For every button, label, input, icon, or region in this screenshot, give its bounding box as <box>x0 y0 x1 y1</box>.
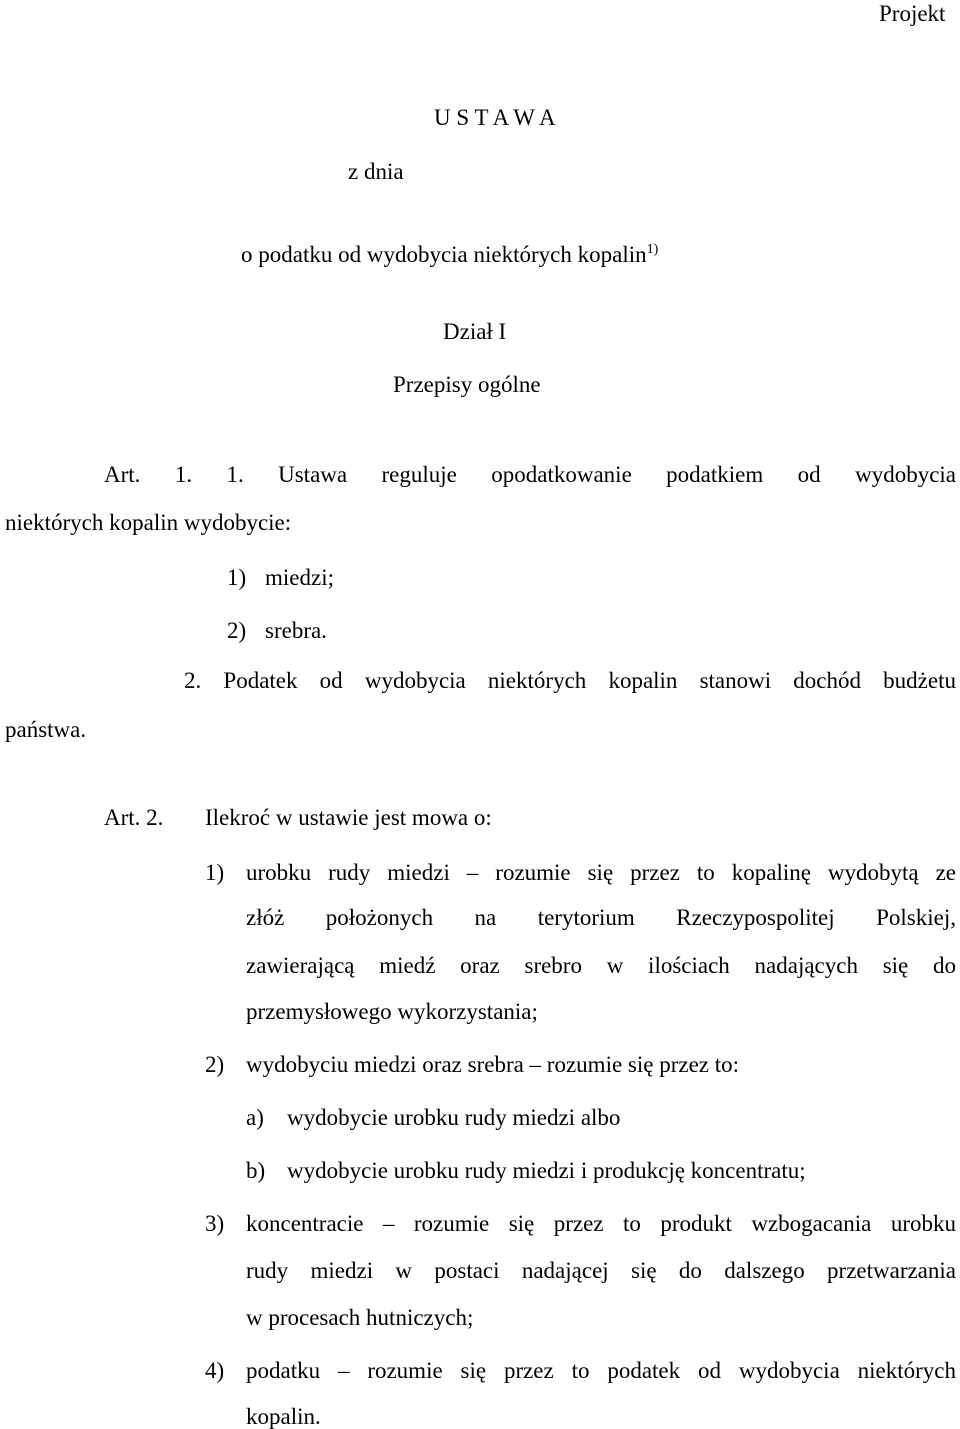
definition-number: 2) <box>205 1052 225 1077</box>
definition-line: urobku rudy miedzi – rozumie się przez to kopalinę wydobytą ze <box>246 860 956 885</box>
act-subject <box>241 243 658 266</box>
art1-par2-line2: państwa. <box>5 717 87 742</box>
art1-item-number: 1) <box>227 565 247 590</box>
definition-line: zawierającą miedź oraz srebro w ilościach nadających się do <box>246 953 956 978</box>
definition-line: w procesach hutniczych; <box>246 1305 474 1330</box>
definition-number: 3) <box>205 1211 225 1236</box>
definition-line: rudy miedzi w postaci nadającej się do dalszego przetwarzania <box>246 1258 956 1283</box>
definition-number: 1) <box>205 860 225 885</box>
division-name: Dział I <box>443 319 507 344</box>
art1-item-number: 2) <box>227 618 247 643</box>
art1-item-text: miedzi; <box>265 565 334 590</box>
art1-line2: niektórych kopalin wydobycie: <box>5 510 292 535</box>
definition-line: koncentracie – rozumie się przez to produkt wzbogacania urobku <box>246 1211 956 1236</box>
definition-number: 4) <box>205 1358 225 1383</box>
sub-definition-letter: a) <box>246 1105 264 1130</box>
definition-line: kopalin. <box>246 1404 321 1429</box>
art1-par2-line1: 2. Podatek od wydobycia niektórych kopalin stanowi dochód budżetu <box>184 668 956 693</box>
sub-definition-text: wydobycie urobku rudy miedzi albo <box>287 1105 621 1130</box>
act-date-line: z dnia <box>348 159 404 184</box>
definition-line: wydobyciu miedzi oraz srebra – rozumie się przez to: <box>246 1052 740 1077</box>
definition-line: złóż położonych na terytorium Rzeczypospolitej Polskiej, <box>246 905 956 930</box>
act-title: U S T A W A <box>434 105 556 130</box>
division-heading: Przepisy ogólne <box>393 372 541 397</box>
footnote-ref: 1) <box>646 242 659 257</box>
act-subject-text: o podatku od wydobycia niektórych kopalin <box>241 242 647 267</box>
sub-definition-letter: b) <box>246 1158 266 1183</box>
draft-label: Projekt <box>879 1 946 26</box>
definition-line: podatku – rozumie się przez to podatek od wydobycia niektórych <box>246 1358 956 1383</box>
art2-label: Art. 2. <box>104 805 164 830</box>
definition-line: przemysłowego wykorzystania; <box>246 999 538 1024</box>
sub-definition-text: wydobycie urobku rudy miedzi i produkcję koncentratu; <box>287 1158 806 1183</box>
art1-line1: Art. 1. 1. Ustawa reguluje opodatkowanie podatkiem od wydobycia <box>104 462 956 487</box>
art2-intro: Ilekroć w ustawie jest mowa o: <box>205 805 492 830</box>
art1-item-text: srebra. <box>265 618 327 643</box>
